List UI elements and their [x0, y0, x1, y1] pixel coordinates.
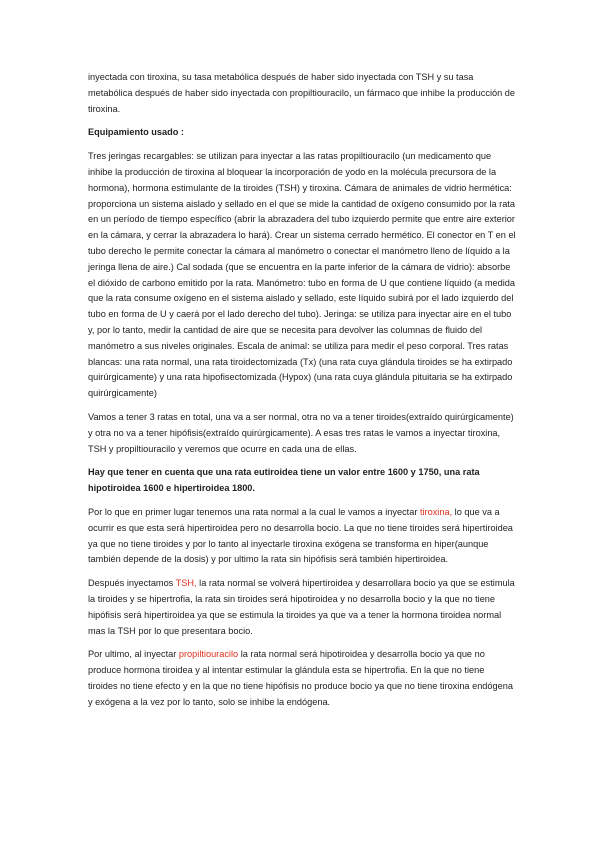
thyroxine-highlight: tiroxina, [419, 506, 453, 517]
document-page [88, 70, 516, 718]
ptu-paragraph [88, 647, 516, 710]
thyroxine-text-end: lo que va a ocurrir es que esta será hipertiroidea pero no desarrolla bocio. La que no tiene tiroides será hipertiroidea ya que no tiene tiroides y por lo tanto al inyectarle tiroxina exógena se transforma en hiper(aunque también depende de la dosis) y por ultimo la rata sin hipófisis será también hipertiroidea. [88, 506, 513, 565]
equipment-heading: Equipamiento usado : [88, 127, 184, 138]
tsh-highlight: TSH, [175, 578, 197, 589]
thyroxine-paragraph [88, 505, 516, 568]
tsh-paragraph [88, 576, 516, 639]
tsh-text-start: Después inyectamos [88, 578, 176, 589]
tsh-text-end: la rata normal se volverá hipertiroidea y desarrollara bocio ya que se estimula la tiroides y se hipertrofia, la rata sin tiroides será hipotiroidea y no desarrolla bocio y la que no tiene hipófisis será hipertiroidea ya que se estimula la tiroides ya que va a tener la hormona tiroidea normal mas la TSH por lo que presentara bocio. [88, 578, 515, 636]
ptu-text-start: Por ultimo, al inyectar [88, 649, 179, 660]
reference-values-paragraph: Hay que tener en cuenta que una rata eutiroidea tiene un valor entre 1600 y 1750, una rata hipotiroidea 1600 e hipertiroidea 1800. [88, 467, 480, 494]
ptu-highlight: propiltiouracilo [178, 649, 239, 660]
equipment-paragraph: Tres jeringas recargables: se utilizan para inyectar a las ratas propiltiouracilo (un medicamento que inhibe la producción de tiroxina al bloquear la incorporación de yodo en la molécula precursora de la hormona), hormona estimulante de la tiroides (TSH) y tiroxina. Cámara de animales de vidrio hermética: proporciona un sistema aislado y sellado en el que se mide la cantidad de oxígeno consumido por la rata en un período de tiempo específico (abrir la abrazadera del tubo izquierdo permite que entre aire exterior en la cámara, y cerrar la abrazadera lo hará). Crear un sistema cerrado hermético. El conector en T en el tubo derecho le permite conectar la cámara al manómetro o conectar el manómetro lleno de líquido a la jeringa llena de aire.) Cal sodada (que se encuentra en la parte inferior de la cámara de vidrio): absorbe el dióxido de carbono emitido por la rata. Manómetro: tubo en forma de U que contiene líquido (a medida que la rata consume oxígeno en el sistema aislado y sellado, este líquido subirá por el lado izquierdo del tubo en forma de U y caerá por el lado derecho del tubo). Jeringa: se utiliza para inyectar aire en el tubo y, por lo tanto, medir la cantidad de aire que se necesita para devolver las columnas de fluido del manómetro a sus niveles originales. Escala de animal: se utiliza para medir el peso corporal. Tres ratas blancas: una rata normal, una rata tiroidectomizada (Tx) (una rata cuya glándula tiroides se ha extirpado quirúrgicamente) y una rata hipofisectomizada (Hypox) (una rata cuya glándula pituitaria se ha extirpado quirúrgicamente) [88, 151, 516, 399]
intro-paragraph: inyectada con tiroxina, su tasa metabólica después de haber sido inyectada con TSH y su tasa metabólica después de haber sido inyectada con propiltiouracilo, un fármaco que inhibe la producción de tiroxina. [88, 72, 515, 114]
thyroxine-text-start: Por lo que en primer lugar tenemos una rata normal a la cual le vamos a inyectar [88, 506, 420, 517]
rats-paragraph: Vamos a tener 3 ratas en total, una va a ser normal, otra no va a tener tiroides(extraído quirúrgicamente) y otra no va a tener hipófisis(extraído quirúrgicamente). A esas tres ratas le vamos a inyectar tiroxina, TSH y propiltiouracilo y veremos que ocurre en cada una de ellas. [88, 411, 514, 454]
ptu-text-end: la rata normal será hipotiroidea y desarrolla bocio ya que no produce hormona tiroidea y al intentar estimular la glándula esta se hipertrofia. En la que no tiene tiroides no tiene efecto y en la que no tiene hipófisis no produce bocio ya que no tiene tiroxina endógena y exógena a la vez por lo tanto, solo se inhibe la endógena. [88, 649, 513, 707]
